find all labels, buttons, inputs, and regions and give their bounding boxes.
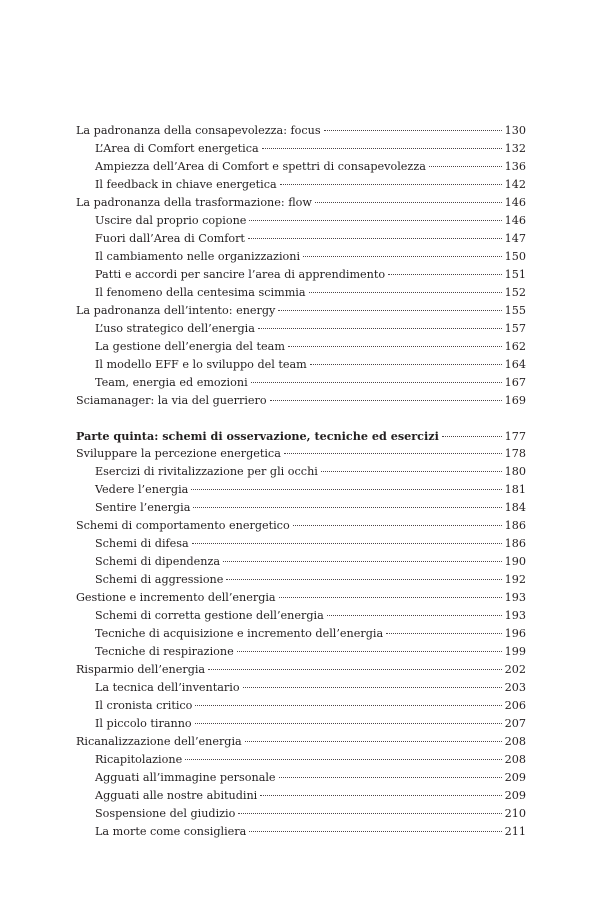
dot-leader xyxy=(193,507,501,508)
dot-leader xyxy=(185,759,501,760)
toc-entry-title: L’uso strategico dell’energia xyxy=(95,322,255,335)
toc-page-number: 208 xyxy=(504,753,526,766)
toc-page-number: 186 xyxy=(504,537,526,550)
toc-entry-chapter xyxy=(76,302,526,320)
toc-page-number: 193 xyxy=(504,591,526,604)
toc-entry-subsection xyxy=(76,266,526,284)
toc-entry-subsection xyxy=(76,140,526,158)
toc-page-number: 132 xyxy=(504,142,526,155)
toc-page-number: 210 xyxy=(504,807,526,820)
dot-leader xyxy=(279,597,502,598)
toc-entry-chapter xyxy=(76,517,526,535)
toc-entry-subsection xyxy=(76,176,526,194)
toc-entry-title: Esercizi di rivitalizzazione per gli occhi xyxy=(95,465,318,478)
dot-leader xyxy=(310,364,502,365)
dot-leader xyxy=(195,723,502,724)
toc-entry-subsection xyxy=(76,751,526,769)
toc-entry-title: Schemi di dipendenza xyxy=(95,555,221,568)
toc-entry-title: Team, energia ed emozioni xyxy=(95,376,248,389)
toc-entry-title: Vedere l’energia xyxy=(95,483,189,496)
toc-entry-subsection xyxy=(76,823,526,841)
toc-entry-title: Il piccolo tiranno xyxy=(95,717,192,730)
toc-page-number: 142 xyxy=(504,178,526,191)
toc-entry-title: Risparmio dell’energia xyxy=(76,663,206,676)
toc-page-number: 186 xyxy=(504,519,526,532)
dot-leader xyxy=(251,382,502,383)
toc-section xyxy=(76,122,526,410)
dot-leader xyxy=(238,813,501,814)
toc-entry-title: Schemi di corretta gestione dell’energia xyxy=(95,609,324,622)
toc-entry-title: Ricanalizzazione dell’energia xyxy=(76,735,242,748)
dot-leader xyxy=(388,274,502,275)
toc-page-number: 190 xyxy=(504,555,526,568)
toc-entry-subsection xyxy=(76,320,526,338)
toc-entry-title: Agguati all’immagine personale xyxy=(95,771,276,784)
toc-entry-subsection xyxy=(76,625,526,643)
dot-leader xyxy=(293,525,502,526)
toc-page-number: 192 xyxy=(504,573,526,586)
dot-leader xyxy=(321,471,502,472)
toc-entry-subsection xyxy=(76,697,526,715)
toc-entry-title: La morte come consigliera xyxy=(95,825,247,838)
toc-entry-subsection xyxy=(76,481,526,499)
toc-page-number: 151 xyxy=(504,268,526,281)
dot-leader xyxy=(270,400,502,401)
toc-entry-subsection xyxy=(76,643,526,661)
dot-leader xyxy=(280,184,502,185)
dot-leader xyxy=(284,453,502,454)
toc-entry-title: Schemi di difesa xyxy=(95,537,189,550)
toc-entry-subsection xyxy=(76,553,526,571)
toc-entry-title: La padronanza della trasformazione: flow xyxy=(76,196,312,209)
toc-entry-title: L’Area di Comfort energetica xyxy=(95,142,259,155)
toc-page-number: 157 xyxy=(504,322,526,335)
toc-entry-subsection xyxy=(76,338,526,356)
toc-entry-chapter xyxy=(76,445,526,463)
toc-page-number: 164 xyxy=(504,358,526,371)
toc-page-number: 150 xyxy=(504,250,526,263)
dot-leader xyxy=(243,687,502,688)
toc-entry-title: Patti e accordi per sancire l’area di apprendimento xyxy=(95,268,386,281)
toc-entry-subsection xyxy=(76,679,526,697)
toc-entry-subsection xyxy=(76,571,526,589)
toc-entry-chapter xyxy=(76,194,526,212)
toc-page-number: 193 xyxy=(504,609,526,622)
toc-page-number: 206 xyxy=(504,699,526,712)
toc-page-number: 155 xyxy=(504,304,526,317)
dot-leader xyxy=(278,310,501,311)
table-of-contents xyxy=(76,122,526,841)
toc-page-number: 209 xyxy=(504,771,526,784)
toc-entry-subsection xyxy=(76,463,526,481)
toc-entry-subsection xyxy=(76,356,526,374)
toc-page-number: 184 xyxy=(504,501,526,514)
dot-leader xyxy=(192,543,502,544)
dot-leader xyxy=(249,831,501,832)
toc-entry-title: Sentire l’energia xyxy=(95,501,191,514)
toc-page-number: 181 xyxy=(504,483,526,496)
toc-page-number: 208 xyxy=(504,735,526,748)
toc-page-number: 196 xyxy=(504,627,526,640)
dot-leader xyxy=(237,651,502,652)
toc-page-number: 177 xyxy=(504,430,526,443)
toc-entry-title: Ricapitolazione xyxy=(95,753,183,766)
toc-entry-chapter xyxy=(76,733,526,751)
toc-entry-title: Sospensione del giudizio xyxy=(95,807,236,820)
toc-page-number: 209 xyxy=(504,789,526,802)
toc-entry-subsection xyxy=(76,805,526,823)
dot-leader xyxy=(279,777,502,778)
dot-leader xyxy=(288,346,502,347)
toc-entry-chapter xyxy=(76,661,526,679)
toc-entry-title: Uscire dal proprio copione xyxy=(95,214,247,227)
toc-entry-subsection xyxy=(76,230,526,248)
toc-entry-subsection xyxy=(76,158,526,176)
toc-entry-subsection xyxy=(76,284,526,302)
dot-leader xyxy=(223,561,502,562)
toc-page-number: 180 xyxy=(504,465,526,478)
dot-leader xyxy=(386,633,502,634)
dot-leader xyxy=(208,669,502,670)
toc-entry-title: Tecniche di acquisizione e incremento dell’energia xyxy=(95,627,384,640)
toc-page-number: 199 xyxy=(504,645,526,658)
toc-page-number: 178 xyxy=(504,447,526,460)
dot-leader xyxy=(226,579,501,580)
toc-page-number: 202 xyxy=(504,663,526,676)
dot-leader xyxy=(191,489,501,490)
toc-entry-subsection xyxy=(76,715,526,733)
toc-page-number: 146 xyxy=(504,196,526,209)
toc-section xyxy=(76,445,526,841)
toc-page-number: 152 xyxy=(504,286,526,299)
dot-leader xyxy=(327,615,502,616)
toc-entry-chapter xyxy=(76,122,526,140)
dot-leader xyxy=(260,795,501,796)
toc-entry-title: La tecnica dell’inventario xyxy=(95,681,240,694)
dot-leader xyxy=(324,130,502,131)
toc-entry-title: La padronanza dell’intento: energy xyxy=(76,304,276,317)
toc-entry-title: Gestione e incremento dell’energia xyxy=(76,591,276,604)
toc-page-number: 169 xyxy=(504,394,526,407)
toc-page-number: 211 xyxy=(504,825,526,838)
toc-entry-subsection xyxy=(76,607,526,625)
toc-entry-title: Il fenomeno della centesima scimmia xyxy=(95,286,306,299)
toc-entry-subsection xyxy=(76,374,526,392)
toc-entry-title: La padronanza della consapevolezza: focus xyxy=(76,124,321,137)
toc-entry-title: Parte quinta: schemi di osservazione, tecniche ed esercizi xyxy=(76,429,439,443)
dot-leader xyxy=(195,705,501,706)
dot-leader xyxy=(429,166,502,167)
toc-entry-title: Tecniche di respirazione xyxy=(95,645,234,658)
dot-leader xyxy=(248,238,502,239)
toc-page-number: 136 xyxy=(504,160,526,173)
toc-entry-chapter xyxy=(76,589,526,607)
toc-entry-title: Sciamanager: la via del guerriero xyxy=(76,394,267,407)
toc-entry-subsection xyxy=(76,212,526,230)
toc-entry-title: La gestione dell’energia del team xyxy=(95,340,285,353)
dot-leader xyxy=(245,741,502,742)
toc-entry-subsection xyxy=(76,248,526,266)
toc-page-number: 147 xyxy=(504,232,526,245)
toc-entry-subsection xyxy=(76,787,526,805)
toc-entry-title: Il feedback in chiave energetica xyxy=(95,178,277,191)
section-spacer xyxy=(76,410,526,427)
toc-page-number: 167 xyxy=(504,376,526,389)
toc-page-number: 130 xyxy=(504,124,526,137)
toc-entry-subsection xyxy=(76,535,526,553)
dot-leader xyxy=(249,220,501,221)
toc-page-number: 162 xyxy=(504,340,526,353)
toc-entry-chapter xyxy=(76,392,526,410)
toc-entry-title: Schemi di aggressione xyxy=(95,573,224,586)
toc-entry-title: Sviluppare la percezione energetica xyxy=(76,447,281,460)
toc-page-number: 146 xyxy=(504,214,526,227)
toc-entry-title: Il modello EFF e lo sviluppo del team xyxy=(95,358,307,371)
dot-leader xyxy=(262,148,502,149)
toc-entry-subsection xyxy=(76,499,526,517)
toc-entry-title: Ampiezza dell’Area di Comfort e spettri di consapevolezza xyxy=(95,160,426,173)
toc-entry-title: Agguati alle nostre abitudini xyxy=(95,789,258,802)
toc-entry-title: Fuori dall’Area di Comfort xyxy=(95,232,245,245)
toc-page-number: 207 xyxy=(504,717,526,730)
toc-part-heading xyxy=(76,427,526,445)
dot-leader xyxy=(442,436,502,437)
dot-leader xyxy=(303,256,502,257)
toc-entry-title: Schemi di comportamento energetico xyxy=(76,519,290,532)
dot-leader xyxy=(309,292,502,293)
toc-entry-title: Il cambiamento nelle organizzazioni xyxy=(95,250,301,263)
dot-leader xyxy=(258,328,502,329)
dot-leader xyxy=(315,202,502,203)
toc-entry-title: Il cronista critico xyxy=(95,699,193,712)
toc-page-number: 203 xyxy=(504,681,526,694)
toc-entry-subsection xyxy=(76,769,526,787)
